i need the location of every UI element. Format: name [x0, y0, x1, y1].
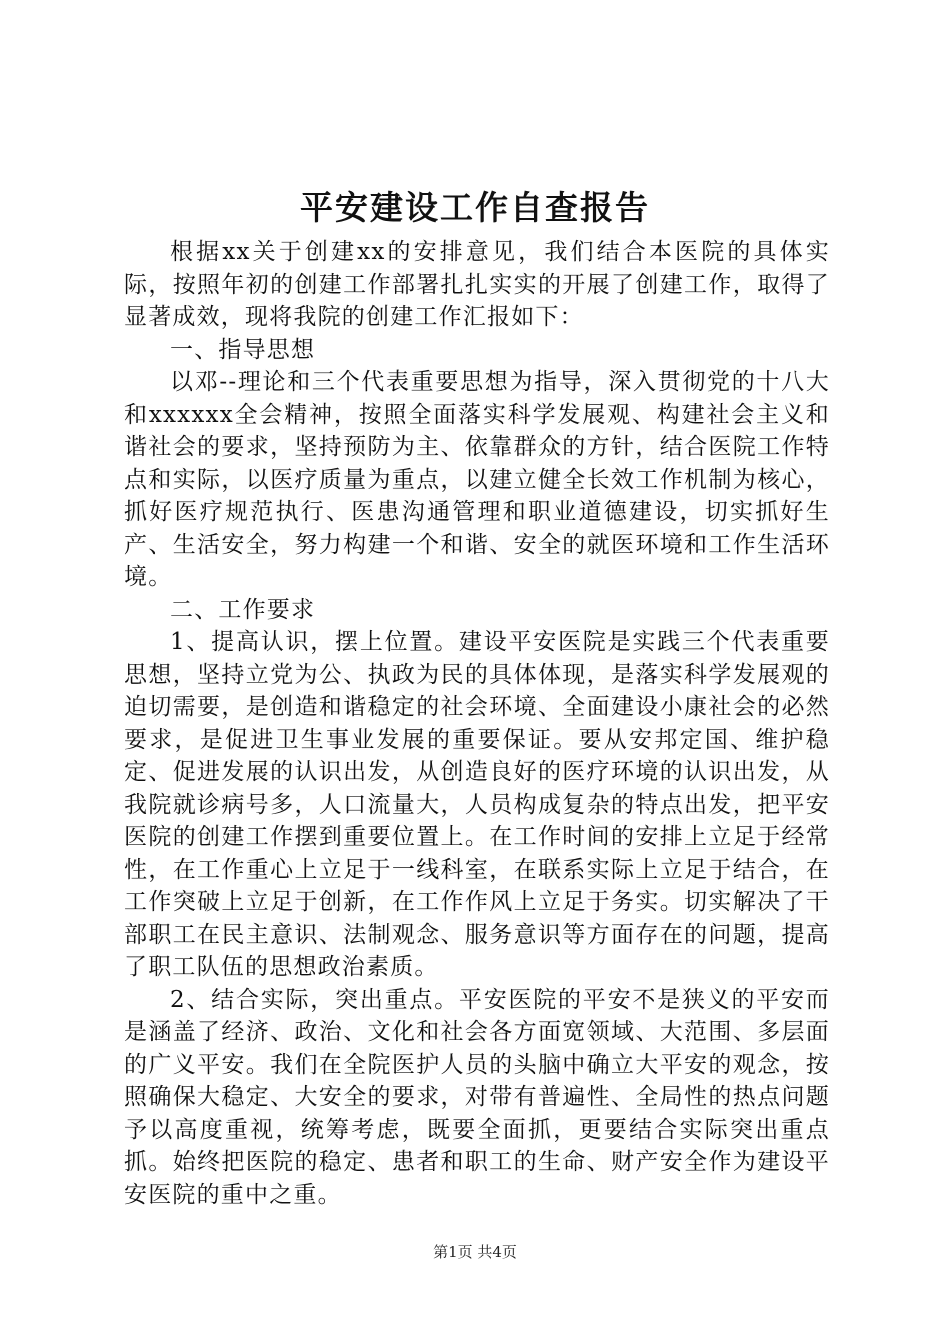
section-paragraph-guiding-ideology: 以邓--理论和三个代表重要思想为指导，深入贯彻党的十八大和xxxxxx全会精神，按照全面落实科学发展观、构建社会主义和谐社会的要求，坚持预防为主、依靠群众的方针，结合医院工作特点和实际，以医疗质量为重点，以建立健全长效工作机制为核心，抓好医疗规范执行、医患沟通管理和职业道德建设，切实抓好生产、生活安全，努力构建一个和谐、安全的就医环境和工作生活环境。 — [124, 369, 830, 590]
document-body — [124, 236, 830, 1211]
intro-paragraph: 根据xx关于创建xx的安排意见，我们结合本医院的具体实际，按照年初的创建工作部署扎扎实实的开展了创建工作，取得了显著成效，现将我院的创建工作汇报如下： — [124, 239, 830, 330]
section-heading-work-requirements: 二、工作要求 — [170, 596, 316, 623]
requirement-paragraph-1: 1、提高认识，摆上位置。建设平安医院是实践三个代表重要思想，坚持立党为公、执政为民的具体体现，是落实科学发展观的迫切需要，是创造和谐稳定的社会环境、全面建设小康社会的必然要求，是促进卫生事业发展的重要保证。要从安邦定国、维护稳定、促进发展的认识出发，从创造良好的医疗环境的认识出发，从我院就诊病号多，人口流量大，人员构成复杂的特点出发，把平安医院的创建工作摆到重要位置上。在工作时间的安排上立足于经常性，在工作重心上立足于一线科室，在联系实际上立足于结合，在工作突破上立足于创新，在工作作风上立足于务实。切实解决了干部职工在民主意识、法制观念、服务意识等方面存在的问题，提高了职工队伍的思想政治素质。 — [124, 629, 830, 980]
document-title: 平安建设工作自查报告 — [300, 188, 650, 227]
section-heading-guiding-ideology: 一、指导思想 — [170, 336, 316, 363]
page-number-footer: 第1页 共4页 — [433, 1243, 517, 1261]
requirement-paragraph-2: 2、结合实际，突出重点。平安医院的平安不是狭义的平安而是涵盖了经济、政治、文化和社会各方面宽领域、大范围、多层面的广义平安。我们在全院医护人员的头脑中确立大平安的观念，按照确保大稳定、大安全的要求，对带有普遍性、全局性的热点问题予以高度重视，统筹考虑，既要全面抓，更要结合实际突出重点抓。始终把医院的稳定、患者和职工的生命、财产安全作为建设平安医院的重中之重。 — [124, 986, 830, 1208]
